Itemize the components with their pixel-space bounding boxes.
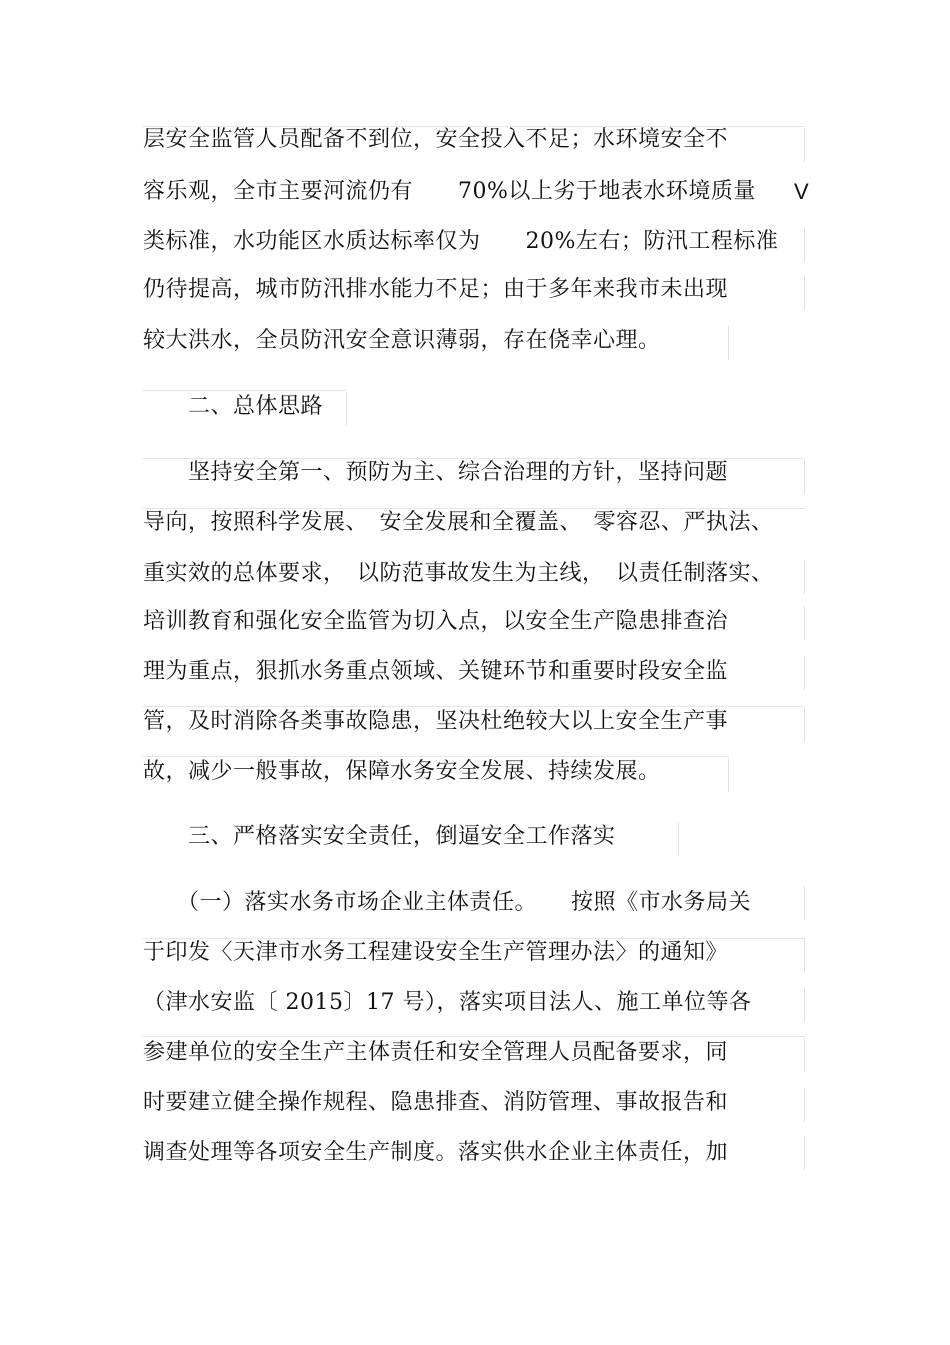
box-edge <box>804 1038 805 1072</box>
box-edge <box>728 758 729 792</box>
box-edge <box>804 938 805 972</box>
text-line-tail: V <box>794 179 809 204</box>
text-line: 容乐观，全市主要河流仍有 70%以上劣于地表水环境质量 <box>143 179 756 204</box>
text-line: （津水安监〔 2015〕17 号），落实项目法人、施工单位等各 <box>143 990 752 1015</box>
box-edge <box>804 988 805 1022</box>
section-heading: 二、总体思路 <box>143 394 324 419</box>
text-line: 仍待提高，城市防汛排水能力不足；由于多年来我市未出现 <box>143 277 729 302</box>
box-edge <box>804 276 805 310</box>
box-edge <box>804 128 805 162</box>
text-line: 重实效的总体要求， 以防范事故发生为主线， 以责任制落实、 <box>143 561 774 586</box>
text-line: 较大洪水，全员防汛安全意识薄弱，存在侥幸心理。 <box>143 328 661 353</box>
box-edge <box>804 1136 805 1170</box>
section-heading: 三、严格落实安全责任，倒逼安全工作落实 <box>143 824 616 849</box>
box-edge <box>804 886 805 920</box>
text-line: 导向，按照科学发展、 安全发展和全覆盖、 零容忍、严执法、 <box>143 510 774 535</box>
box-edge <box>728 326 729 360</box>
text-line: 坚持安全第一、预防为主、综合治理的方针，坚持问题 <box>143 460 729 485</box>
subsection-heading: （一）落实水务市场企业主体责任。 按照《市水务局关 <box>143 890 752 915</box>
box-edge <box>346 392 347 426</box>
box-edge <box>804 560 805 594</box>
text-line: 故，减少一般事故，保障水务安全发展、持续发展。 <box>143 759 661 784</box>
text-line: 层安全监管人员配备不到位，安全投入不足；水环境安全不 <box>143 127 729 152</box>
text-line: 于印发〈天津市水务工程建设安全生产管理办法〉的通知》 <box>143 940 729 965</box>
text-line: 培训教育和强化安全监管为切入点，以安全生产隐患排查治 <box>143 609 729 634</box>
box-edge <box>804 228 805 262</box>
text-line: 参建单位的安全生产主体责任和安全管理人员配备要求，同 <box>143 1040 729 1065</box>
box-edge <box>678 822 679 856</box>
box-edge <box>804 708 805 742</box>
text-line: 管，及时消除各类事故隐患，坚决杜绝较大以上安全生产事 <box>143 709 729 734</box>
box-edge <box>804 460 805 494</box>
box-edge <box>804 656 805 690</box>
box-edge <box>804 1088 805 1122</box>
text-line: 理为重点，狠抓水务重点领域、关键环节和重要时段安全监 <box>143 659 729 684</box>
text-line: 类标准，水功能区水质达标率仅为 20%左右；防汛工程标准 <box>143 229 779 254</box>
text-line: 调查处理等各项安全生产制度。落实供水企业主体责任，加 <box>143 1140 729 1165</box>
box-edge <box>804 606 805 640</box>
text-line: 时要建立健全操作规程、隐患排查、消防管理、事故报告和 <box>143 1090 729 1115</box>
